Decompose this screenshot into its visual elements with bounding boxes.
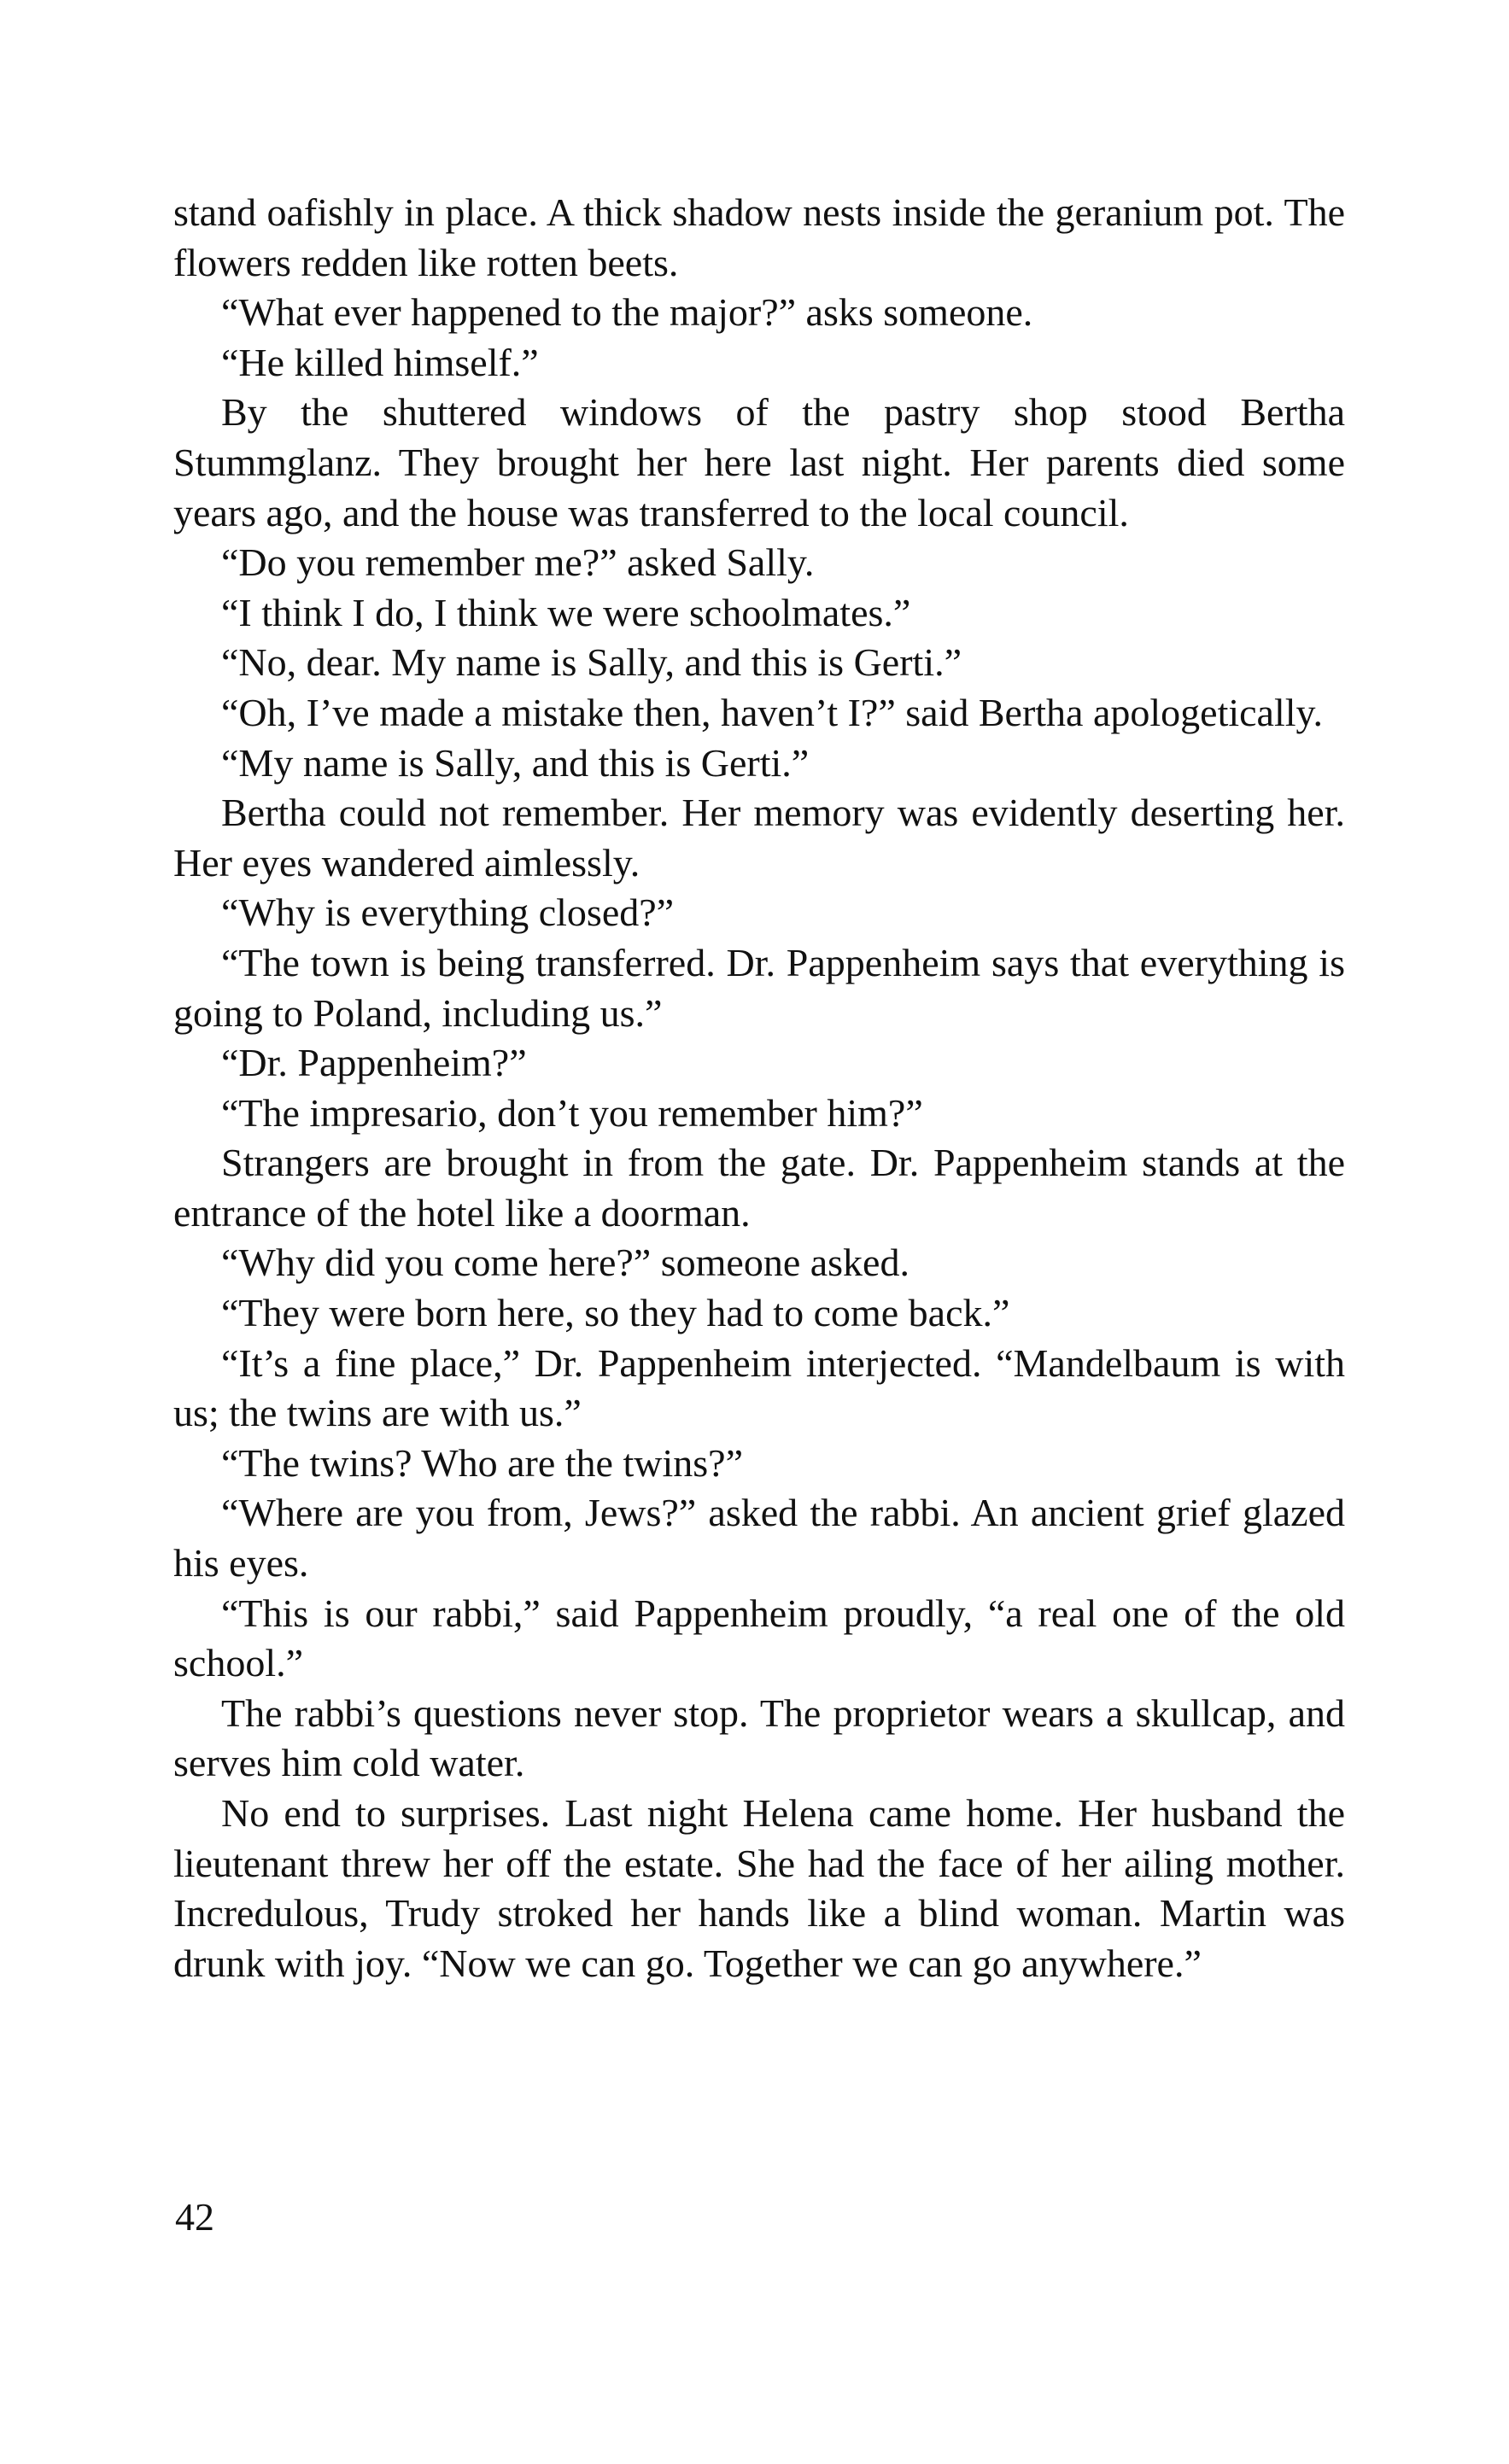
paragraph: “I think I do, I think we were schoolmates.” xyxy=(221,590,911,634)
page-number: 42 xyxy=(175,2195,214,2239)
paragraph: “Why is everything closed?” xyxy=(221,890,675,935)
paragraph: “Dr. Pappenheim?” xyxy=(221,1041,527,1085)
paragraph: “What ever happened to the major?” asks someone. xyxy=(221,290,1033,335)
paragraph: “They were born here, so they had to come back.” xyxy=(221,1291,1010,1335)
body-text xyxy=(173,188,1345,1988)
paragraph: The rabbi’s questions never stop. The proprietor wears a skullcap, and serves him cold water. xyxy=(173,1690,1345,1785)
paragraph: “My name is Sally, and this is Gerti.” xyxy=(221,740,810,785)
paragraph: stand oafishly in place. A thick shadow nests inside the geranium pot. The flowers redden like rotten beets. xyxy=(173,190,1345,284)
paragraph: “No, dear. My name is Sally, and this is Gerti.” xyxy=(221,640,962,685)
paragraph: “Where are you from, Jews?” asked the rabbi. An ancient grief glazed his eyes. xyxy=(173,1491,1345,1585)
paragraph: Bertha could not remember. Her memory was evidently deserting her. Her eyes wandered aimlessly. xyxy=(173,791,1345,885)
paragraph: By the shuttered windows of the pastry shop stood Bertha Stummglanz. They brought her here last night. Her parents died some years ago, and the house was transferred to the local council. xyxy=(173,390,1345,534)
paragraph: “The town is being transferred. Dr. Pappenheim says that everything is going to Poland, including us.” xyxy=(173,940,1345,1035)
paragraph: “The twins? Who are the twins?” xyxy=(221,1440,743,1485)
paragraph: “Do you remember me?” asked Sally. xyxy=(221,540,815,585)
paragraph: “It’s a fine place,” Dr. Pappenheim interjected. “Mandelbaum is with us; the twins are with us.” xyxy=(173,1340,1345,1435)
paragraph: Strangers are brought in from the gate. Dr. Pappenheim stands at the entrance of the hotel like a doorman. xyxy=(173,1141,1345,1235)
paragraph: “Oh, I’ve made a mistake then, haven’t I?” said Bertha apologetically. xyxy=(221,690,1324,734)
paragraph: “The impresario, don’t you remember him?” xyxy=(221,1090,923,1135)
paragraph: “He killed himself.” xyxy=(221,340,539,384)
paragraph: “Why did you come here?” someone asked. xyxy=(221,1241,909,1285)
paragraph: No end to surprises. Last night Helena came home. Her husband the lieutenant threw her off the estate. She had the face of her ailing mother. Incredulous, Trudy stroked her hands like a blind woman. Martin was drunk with joy. “Now we can go. Together we can go anywhere.” xyxy=(173,1791,1345,1985)
paragraph: “This is our rabbi,” said Pappenheim proudly, “a real one of the old school.” xyxy=(173,1591,1345,1685)
